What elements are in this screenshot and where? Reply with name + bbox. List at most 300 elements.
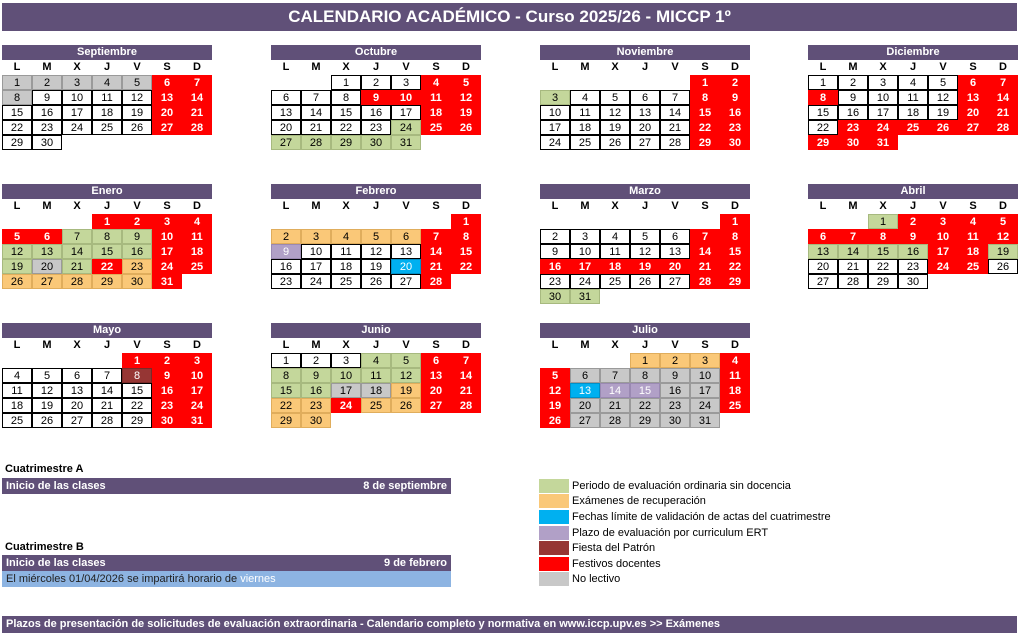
day-cell: 1 <box>122 353 152 368</box>
day-cell: 25 <box>570 135 600 150</box>
day-cell: 17 <box>331 383 361 398</box>
day-cell: 23 <box>720 120 750 135</box>
day-cell: 3 <box>301 229 331 244</box>
empty-cell <box>32 353 62 368</box>
day-cell: 5 <box>540 368 570 383</box>
day-cell: 25 <box>421 120 451 135</box>
day-cell: 23 <box>898 259 928 274</box>
day-cell: 10 <box>152 229 182 244</box>
day-cell: 22 <box>720 259 750 274</box>
day-cell: 19 <box>928 105 958 120</box>
day-cell: 27 <box>808 274 838 289</box>
legend-label: Fiesta del Patrón <box>572 542 656 555</box>
day-cell: 30 <box>720 135 750 150</box>
day-cell: 16 <box>271 259 301 274</box>
day-cell: 2 <box>271 229 301 244</box>
empty-cell <box>32 214 62 229</box>
day-cell: 10 <box>331 368 361 383</box>
day-cell: 5 <box>391 353 421 368</box>
day-cell: 20 <box>808 259 838 274</box>
day-cell: 8 <box>271 368 301 383</box>
weekday-label: S <box>701 200 709 212</box>
empty-cell <box>540 75 570 90</box>
day-cell: 27 <box>32 274 62 289</box>
day-cell: 10 <box>301 244 331 259</box>
day-cell: 10 <box>928 229 958 244</box>
day-cell: 29 <box>808 135 838 150</box>
day-cell: 17 <box>62 105 92 120</box>
day-cell: 18 <box>421 105 451 120</box>
day-cell: 4 <box>2 368 32 383</box>
day-cell: 4 <box>331 229 361 244</box>
semester-b-title: Cuatrimestre B <box>5 541 84 553</box>
weekday-header <box>808 199 1018 214</box>
month-title: Diciembre <box>808 45 1018 60</box>
day-cell: 23 <box>838 120 868 135</box>
weekday-label: V <box>133 200 141 212</box>
day-cell: 21 <box>451 383 481 398</box>
day-cell: 19 <box>600 120 630 135</box>
day-cell: 26 <box>451 120 481 135</box>
legend-item <box>539 572 831 588</box>
day-cell: 12 <box>361 244 391 259</box>
weekday-label: M <box>42 339 52 351</box>
day-cell: 2 <box>361 75 391 90</box>
day-cell: 5 <box>2 229 32 244</box>
day-grid <box>271 353 481 428</box>
day-cell: 27 <box>660 274 690 289</box>
day-cell: 5 <box>361 229 391 244</box>
weekday-header <box>2 199 212 214</box>
day-cell: 11 <box>600 244 630 259</box>
empty-cell <box>660 75 690 90</box>
day-cell: 29 <box>271 413 301 428</box>
weekday-label: J <box>372 339 380 351</box>
day-cell: 8 <box>451 229 481 244</box>
weekday-label: M <box>848 61 858 73</box>
day-cell: 2 <box>32 75 62 90</box>
day-cell: 30 <box>152 413 182 428</box>
day-cell: 21 <box>988 105 1018 120</box>
day-cell: 24 <box>690 398 720 413</box>
weekday-label: L <box>282 339 290 351</box>
weekday-header <box>808 60 1018 75</box>
day-cell: 16 <box>720 105 750 120</box>
day-cell: 12 <box>391 368 421 383</box>
weekday-label: L <box>13 200 21 212</box>
day-cell: 18 <box>600 259 630 274</box>
day-cell: 16 <box>301 383 331 398</box>
day-cell: 29 <box>690 135 720 150</box>
day-cell: 14 <box>451 368 481 383</box>
weekday-label: V <box>133 339 141 351</box>
weekday-label: L <box>13 339 21 351</box>
weekday-label: D <box>731 200 739 212</box>
day-cell: 9 <box>660 368 690 383</box>
page-title: CALENDARIO ACADÉMICO - Curso 2025/26 - MICCP 1º <box>2 3 1017 31</box>
day-cell: 11 <box>421 90 451 105</box>
month-julio <box>540 323 750 428</box>
day-cell: 20 <box>958 105 988 120</box>
day-cell: 11 <box>182 229 212 244</box>
day-cell: 3 <box>331 353 361 368</box>
semester-a-start-value: 8 de septiembre <box>363 480 447 492</box>
day-cell: 13 <box>570 383 600 398</box>
day-cell: 22 <box>2 120 32 135</box>
weekday-header <box>540 199 750 214</box>
day-cell: 11 <box>361 368 391 383</box>
day-cell: 27 <box>958 120 988 135</box>
weekday-label: L <box>551 339 559 351</box>
day-cell: 9 <box>540 244 570 259</box>
day-cell: 25 <box>958 259 988 274</box>
day-cell: 15 <box>271 383 301 398</box>
day-cell: 21 <box>660 120 690 135</box>
empty-cell <box>301 214 331 229</box>
month-noviembre <box>540 45 750 150</box>
day-cell: 24 <box>540 135 570 150</box>
day-cell: 19 <box>32 398 62 413</box>
day-cell: 31 <box>868 135 898 150</box>
day-cell: 30 <box>122 274 152 289</box>
day-cell: 17 <box>540 120 570 135</box>
legend-item <box>539 525 831 541</box>
day-cell: 28 <box>988 120 1018 135</box>
schedule-note-text: El miércoles 01/04/2026 se impartirá horario de <box>6 573 241 585</box>
legend-item <box>539 509 831 525</box>
day-cell: 24 <box>868 120 898 135</box>
day-grid <box>271 214 481 289</box>
day-cell: 21 <box>182 105 212 120</box>
month-enero <box>2 184 212 289</box>
weekday-label: M <box>311 61 321 73</box>
day-cell: 16 <box>898 244 928 259</box>
day-cell: 23 <box>152 398 182 413</box>
day-cell: 18 <box>92 105 122 120</box>
day-cell: 10 <box>540 105 570 120</box>
day-cell: 17 <box>182 383 212 398</box>
weekday-label: D <box>731 339 739 351</box>
day-cell: 9 <box>720 90 750 105</box>
legend-swatch <box>539 494 569 508</box>
day-cell: 20 <box>32 259 62 274</box>
weekday-header <box>271 338 481 353</box>
day-cell: 30 <box>660 413 690 428</box>
weekday-label: L <box>13 61 21 73</box>
weekday-label: J <box>103 61 111 73</box>
weekday-label: S <box>163 200 171 212</box>
day-cell: 1 <box>720 214 750 229</box>
day-cell: 9 <box>361 90 391 105</box>
day-cell: 2 <box>301 353 331 368</box>
day-cell: 5 <box>32 368 62 383</box>
day-cell: 18 <box>570 120 600 135</box>
day-cell: 10 <box>62 90 92 105</box>
day-cell: 18 <box>720 383 750 398</box>
day-cell: 24 <box>570 274 600 289</box>
day-cell: 23 <box>32 120 62 135</box>
empty-cell <box>331 214 361 229</box>
day-cell: 19 <box>988 244 1018 259</box>
day-cell: 13 <box>391 244 421 259</box>
day-cell: 22 <box>451 259 481 274</box>
day-cell: 9 <box>122 229 152 244</box>
day-grid <box>2 75 212 150</box>
day-cell: 15 <box>808 105 838 120</box>
day-cell: 26 <box>540 413 570 428</box>
weekday-label: M <box>580 339 590 351</box>
month-title: Mayo <box>2 323 212 338</box>
day-cell: 20 <box>391 259 421 274</box>
day-cell: 27 <box>421 398 451 413</box>
day-cell: 7 <box>301 90 331 105</box>
weekday-label: L <box>819 200 827 212</box>
day-cell: 7 <box>182 75 212 90</box>
day-cell: 8 <box>690 90 720 105</box>
day-cell: 26 <box>630 274 660 289</box>
day-cell: 29 <box>2 135 32 150</box>
day-cell: 5 <box>630 229 660 244</box>
day-cell: 13 <box>32 244 62 259</box>
day-grid <box>540 214 750 304</box>
weekday-label: D <box>462 339 470 351</box>
day-cell: 19 <box>361 259 391 274</box>
day-cell: 8 <box>122 368 152 383</box>
day-cell: 20 <box>152 105 182 120</box>
day-cell: 24 <box>391 120 421 135</box>
weekday-label: X <box>611 339 619 351</box>
day-cell: 17 <box>928 244 958 259</box>
empty-cell <box>808 214 838 229</box>
day-cell: 1 <box>868 214 898 229</box>
day-cell: 9 <box>32 90 62 105</box>
day-cell: 25 <box>898 120 928 135</box>
day-cell: 25 <box>182 259 212 274</box>
day-cell: 7 <box>690 229 720 244</box>
day-cell: 17 <box>301 259 331 274</box>
day-cell: 26 <box>32 413 62 428</box>
day-cell: 1 <box>451 214 481 229</box>
weekday-label: X <box>879 200 887 212</box>
day-grid <box>271 75 481 150</box>
day-cell: 3 <box>391 75 421 90</box>
day-cell: 9 <box>838 90 868 105</box>
day-cell: 15 <box>720 244 750 259</box>
weekday-label: D <box>193 61 201 73</box>
day-cell: 9 <box>898 229 928 244</box>
legend-label: Plazo de evaluación por curriculum ERT <box>572 526 769 539</box>
day-cell: 12 <box>988 229 1018 244</box>
day-cell: 24 <box>62 120 92 135</box>
day-cell: 26 <box>122 120 152 135</box>
day-cell: 6 <box>660 229 690 244</box>
day-cell: 3 <box>182 353 212 368</box>
month-abril <box>808 184 1018 289</box>
day-cell: 14 <box>838 244 868 259</box>
day-cell: 18 <box>331 259 361 274</box>
weekday-label: V <box>671 61 679 73</box>
day-cell: 14 <box>600 383 630 398</box>
day-cell: 14 <box>690 244 720 259</box>
day-cell: 12 <box>451 90 481 105</box>
month-diciembre <box>808 45 1018 150</box>
day-cell: 21 <box>92 398 122 413</box>
day-cell: 24 <box>301 274 331 289</box>
day-cell: 23 <box>540 274 570 289</box>
day-cell: 14 <box>421 244 451 259</box>
day-cell: 13 <box>958 90 988 105</box>
day-cell: 1 <box>92 214 122 229</box>
day-cell: 1 <box>808 75 838 90</box>
weekday-label: X <box>73 61 81 73</box>
day-cell: 11 <box>92 90 122 105</box>
day-cell: 3 <box>868 75 898 90</box>
schedule-note <box>2 571 451 587</box>
day-cell: 4 <box>570 90 600 105</box>
weekday-label: S <box>432 339 440 351</box>
day-cell: 20 <box>630 120 660 135</box>
day-cell: 25 <box>361 398 391 413</box>
day-cell: 30 <box>540 289 570 304</box>
day-cell: 5 <box>451 75 481 90</box>
weekday-label: V <box>939 200 947 212</box>
day-cell: 16 <box>152 383 182 398</box>
day-cell: 31 <box>570 289 600 304</box>
day-cell: 28 <box>421 274 451 289</box>
day-cell: 22 <box>630 398 660 413</box>
day-cell: 21 <box>600 398 630 413</box>
day-cell: 7 <box>988 75 1018 90</box>
day-cell: 2 <box>660 353 690 368</box>
day-cell: 23 <box>361 120 391 135</box>
day-cell: 10 <box>182 368 212 383</box>
footer-link-note[interactable]: Plazos de presentación de solicitudes de evaluación extraordinaria - Calendario completo y normativa en www.iccp.upv.es >> Exámenes <box>2 616 1017 633</box>
day-cell: 15 <box>868 244 898 259</box>
day-cell: 12 <box>32 383 62 398</box>
day-cell: 19 <box>630 259 660 274</box>
day-cell: 20 <box>570 398 600 413</box>
day-cell: 1 <box>630 353 660 368</box>
day-cell: 8 <box>630 368 660 383</box>
day-cell: 22 <box>331 120 361 135</box>
day-cell: 13 <box>421 368 451 383</box>
day-cell: 3 <box>570 229 600 244</box>
day-cell: 8 <box>808 90 838 105</box>
empty-cell <box>600 214 630 229</box>
empty-cell <box>540 353 570 368</box>
weekday-label: L <box>282 61 290 73</box>
day-cell: 4 <box>958 214 988 229</box>
weekday-header <box>540 338 750 353</box>
legend-label: Exámenes de recuperación <box>572 495 706 508</box>
weekday-label: V <box>939 61 947 73</box>
weekday-label: V <box>133 61 141 73</box>
day-cell: 27 <box>62 413 92 428</box>
day-cell: 4 <box>361 353 391 368</box>
weekday-label: V <box>402 200 410 212</box>
weekday-label: D <box>462 200 470 212</box>
day-cell: 8 <box>331 90 361 105</box>
day-cell: 9 <box>301 368 331 383</box>
day-cell: 22 <box>690 120 720 135</box>
day-cell: 17 <box>868 105 898 120</box>
day-cell: 21 <box>690 259 720 274</box>
day-cell: 16 <box>361 105 391 120</box>
day-cell: 3 <box>62 75 92 90</box>
semester-a-title: Cuatrimestre A <box>5 463 84 475</box>
day-cell: 10 <box>868 90 898 105</box>
empty-cell <box>570 75 600 90</box>
empty-cell <box>630 75 660 90</box>
day-cell: 2 <box>122 214 152 229</box>
day-cell: 29 <box>92 274 122 289</box>
empty-cell <box>660 214 690 229</box>
day-cell: 21 <box>301 120 331 135</box>
month-title: Abril <box>808 184 1018 199</box>
weekday-label: D <box>999 200 1007 212</box>
month-marzo <box>540 184 750 304</box>
day-cell: 28 <box>62 274 92 289</box>
month-title: Noviembre <box>540 45 750 60</box>
day-cell: 9 <box>271 244 301 259</box>
day-cell: 20 <box>62 398 92 413</box>
day-cell: 6 <box>152 75 182 90</box>
day-cell: 18 <box>898 105 928 120</box>
day-cell: 26 <box>391 398 421 413</box>
day-cell: 20 <box>421 383 451 398</box>
day-grid <box>2 214 212 289</box>
day-cell: 16 <box>32 105 62 120</box>
weekday-label: V <box>671 339 679 351</box>
day-cell: 17 <box>391 105 421 120</box>
weekday-label: X <box>611 200 619 212</box>
day-cell: 2 <box>898 214 928 229</box>
day-cell: 31 <box>690 413 720 428</box>
day-cell: 23 <box>660 398 690 413</box>
day-cell: 6 <box>62 368 92 383</box>
day-grid <box>2 353 212 428</box>
weekday-label: S <box>163 61 171 73</box>
weekday-label: X <box>879 61 887 73</box>
day-cell: 6 <box>808 229 838 244</box>
day-cell: 10 <box>391 90 421 105</box>
day-cell: 22 <box>271 398 301 413</box>
empty-cell <box>630 214 660 229</box>
day-cell: 28 <box>690 274 720 289</box>
day-cell: 15 <box>122 383 152 398</box>
legend-label: Festivos docentes <box>572 557 661 570</box>
day-cell: 28 <box>451 398 481 413</box>
empty-cell <box>92 353 122 368</box>
empty-cell <box>600 75 630 90</box>
day-cell: 3 <box>928 214 958 229</box>
day-cell: 28 <box>301 135 331 150</box>
day-cell: 11 <box>570 105 600 120</box>
empty-cell <box>570 214 600 229</box>
weekday-label: S <box>163 339 171 351</box>
semester-b-start-value: 9 de febrero <box>384 557 447 569</box>
day-cell: 30 <box>898 274 928 289</box>
day-cell: 7 <box>600 368 630 383</box>
weekday-label: J <box>641 61 649 73</box>
legend-item <box>539 494 831 510</box>
day-cell: 26 <box>988 259 1018 274</box>
weekday-label: J <box>641 339 649 351</box>
day-cell: 6 <box>391 229 421 244</box>
day-grid <box>540 353 750 428</box>
legend-item <box>539 540 831 556</box>
weekday-label: L <box>282 200 290 212</box>
